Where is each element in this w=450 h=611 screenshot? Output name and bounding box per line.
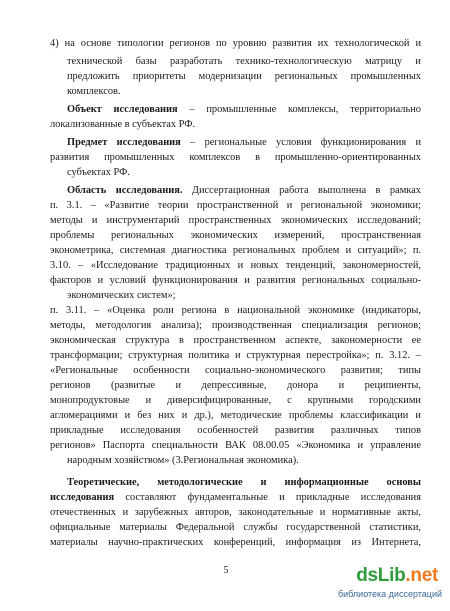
dslib-logo (356, 565, 438, 587)
text-line: п. 3.11. – «Оценка роли региона в национальной экономике (индикаторы, (50, 305, 421, 316)
foundations-line (50, 491, 421, 505)
text-line: официальные материалы Федеральной службы государственной статистики, (50, 522, 421, 533)
text-line: экономическая структура в пространственном аспекте, закономерности ее (50, 335, 421, 346)
text-line: трансформации; структурная политика и структурная перестройка»; п. 3.12. – (50, 350, 421, 361)
dslib-watermark (314, 565, 444, 605)
text-line: локализованные в субъектах РФ. (50, 119, 196, 130)
foundations-label-end: исследования (50, 492, 115, 503)
text-line: методы и инструментарий пространственных экономических исследований; (50, 215, 421, 226)
foundations-heading-line (67, 476, 421, 490)
subject-of-research-line (67, 136, 421, 150)
text-span: – промышленные комплексы, территориально (177, 104, 421, 115)
text-line: 4) на основе типологии регионов по уровню развития их технологической и (50, 38, 421, 49)
text-line: 3.10. – «Исследование традиционных и новых тенденций, закономерностей, (50, 260, 421, 271)
text-line: прикладные исследования особенностей развития различных типов (50, 425, 421, 436)
text-line: народным хозяйством» (3.Региональная экономика). (67, 455, 299, 466)
text-line: п. 3.1. – «Развитие теории пространственной и региональной экономики; (50, 200, 421, 211)
text-line: регионов» Паспорта специальности ВАК 08.00.05 «Экономика и управление (50, 440, 421, 451)
text-line: отечественных и зарубежных авторов, законодательные и нормативные акты, (50, 507, 421, 518)
page-number: 5 (223, 565, 229, 576)
text-line: факторов и условий функционирования и развития региональных социально- (50, 275, 421, 286)
watermark-subtitle: библиотека диссертаций (337, 589, 442, 599)
text-line: предложить приоритеты модернизации региональных промышленных (67, 71, 421, 82)
text-line: агломерациями и без них и др.), методические проблемы классификации и (50, 410, 421, 421)
text-line: экономических систем»; (67, 290, 176, 301)
object-of-research-label: Объект исследования (67, 104, 178, 115)
object-of-research-line (67, 103, 421, 117)
text-line: проблемы региональных экономических измерений, пространственная (50, 230, 421, 241)
text-line: эконометрика, системная диагностика региональных проблем и ситуаций»; п. (50, 245, 421, 256)
text-line: «Региональные особенности социально-экономического развития; типы (50, 365, 421, 376)
research-area-line (67, 184, 421, 198)
foundations-label: Теоретические, методологические и информационные основы (67, 477, 421, 488)
text-span: составляют фундаментальные и прикладные исследования (114, 492, 421, 503)
text-line: регионов (развитые и депрессивные, донора и реципиенты, (50, 380, 421, 391)
text-line: материалы научно-практических конференций, информация из Интернета, (50, 537, 421, 548)
text-span: Диссертационная работа выполнена в рамках (182, 185, 421, 196)
logo-text-main: dsLib (356, 565, 406, 586)
text-line: методы, методология анализа); производственная специализация регионов; (50, 320, 421, 331)
text-line: комплексов. (67, 86, 121, 97)
text-line: монопродуктовые и диверсифицированные, с крупными городскими (50, 395, 421, 406)
research-area-label: Область исследования. (67, 185, 183, 196)
text-line: технической базы разработать технико-технологическую матрицу и (67, 56, 421, 67)
text-line: развития промышленных комплексов в промышленно-ориентированных (50, 152, 421, 163)
text-span: – региональные условия функционирования и (180, 137, 422, 148)
subject-of-research-label: Предмет исследования (67, 137, 181, 148)
logo-text-domain: .net (405, 565, 438, 586)
text-line: субъектах РФ. (67, 167, 130, 178)
